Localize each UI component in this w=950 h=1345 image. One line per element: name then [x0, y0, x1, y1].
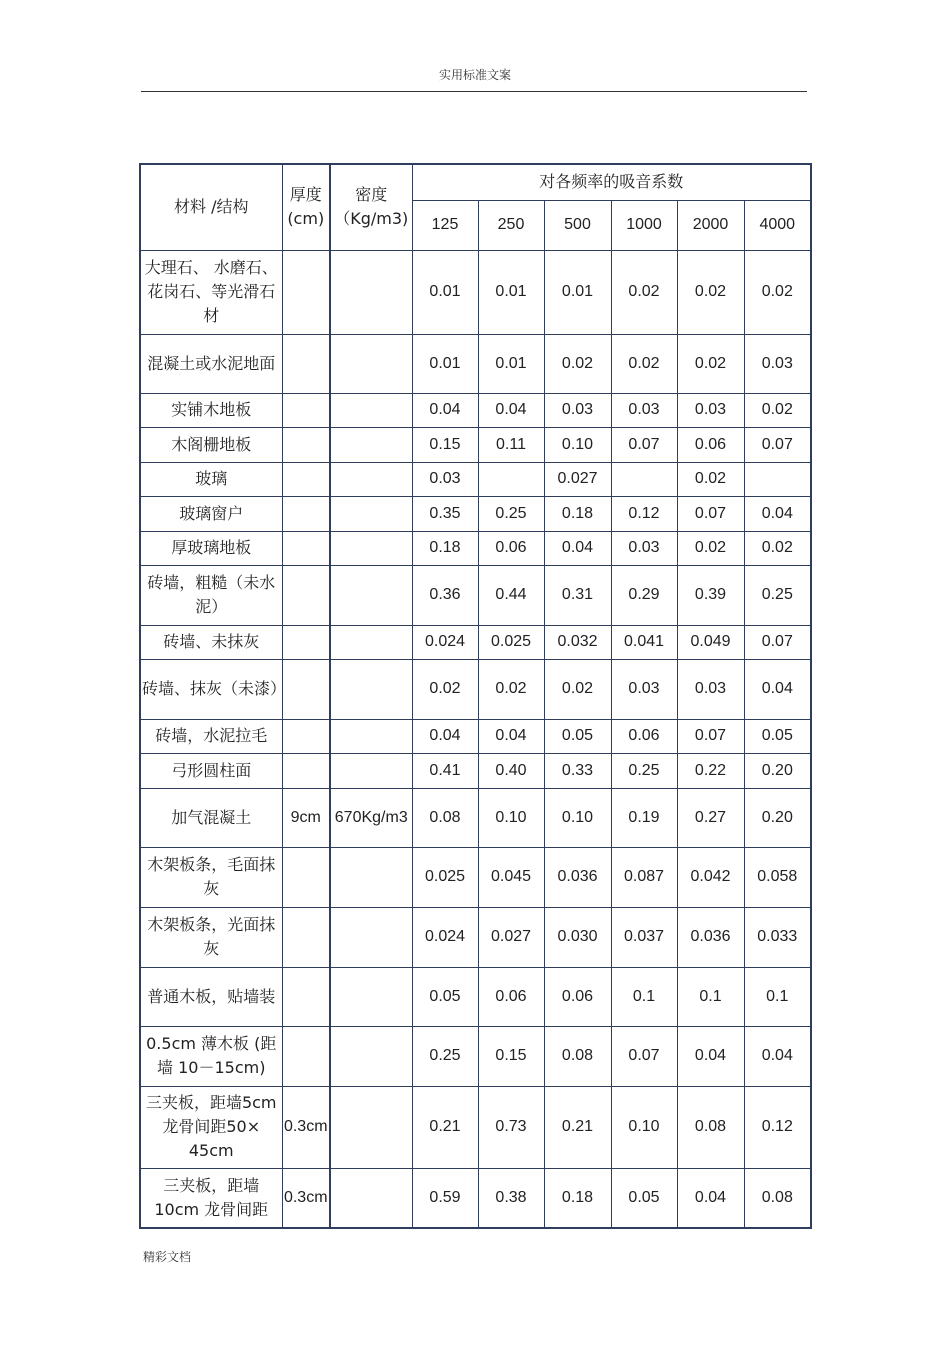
coefficient-cell: 0.10 — [478, 788, 544, 847]
coefficient-cell: 0.02 — [744, 250, 811, 334]
coefficient-cell: 0.03 — [611, 393, 677, 427]
coefficient-cell: 0.08 — [412, 788, 478, 847]
material-cell: 厚玻璃地板 — [140, 531, 282, 565]
table-row — [140, 967, 811, 1026]
coefficient-cell: 0.049 — [677, 625, 744, 659]
material-cell: 砖墙、未抹灰 — [140, 625, 282, 659]
coefficient-cell: 0.036 — [677, 907, 744, 967]
coefficient-cell: 0.18 — [544, 496, 611, 531]
coefficient-cell: 0.04 — [677, 1168, 744, 1228]
header-divider — [141, 91, 807, 92]
coefficient-cell: 0.15 — [412, 427, 478, 462]
coefficient-cell: 0.08 — [744, 1168, 811, 1228]
table-row — [140, 907, 811, 967]
coefficient-cell: 0.033 — [744, 907, 811, 967]
material-cell: 玻璃 — [140, 462, 282, 496]
coefficient-cell: 0.07 — [744, 625, 811, 659]
coefficient-cell: 0.03 — [611, 659, 677, 719]
material-cell: 实铺木地板 — [140, 393, 282, 427]
table-row — [140, 1026, 811, 1086]
thickness-cell — [282, 659, 330, 719]
header-frequency: 2000 — [677, 200, 744, 250]
coefficient-cell: 0.07 — [677, 719, 744, 753]
coefficient-cell: 0.38 — [478, 1168, 544, 1228]
coefficient-cell: 0.59 — [412, 1168, 478, 1228]
coefficient-cell: 0.06 — [544, 967, 611, 1026]
material-cell: 0.5cm 薄木板 (距墙 10－15cm) — [140, 1026, 282, 1086]
material-cell: 玻璃窗户 — [140, 496, 282, 531]
coefficient-cell: 0.02 — [544, 659, 611, 719]
coefficient-cell: 0.06 — [677, 427, 744, 462]
table-row — [140, 531, 811, 565]
thickness-cell — [282, 565, 330, 625]
coefficient-cell: 0.024 — [412, 625, 478, 659]
coefficient-cell: 0.04 — [744, 496, 811, 531]
coefficient-cell: 0.22 — [677, 753, 744, 788]
thickness-cell — [282, 531, 330, 565]
coefficient-cell: 0.032 — [544, 625, 611, 659]
material-cell: 木架板条，光面抹灰 — [140, 907, 282, 967]
table-row — [140, 719, 811, 753]
coefficient-cell: 0.037 — [611, 907, 677, 967]
coefficient-cell: 0.02 — [611, 334, 677, 393]
absorption-table — [139, 163, 812, 1229]
thickness-cell — [282, 427, 330, 462]
coefficient-cell: 0.04 — [478, 393, 544, 427]
density-cell: 670Kg/m3 — [330, 788, 412, 847]
thickness-cell — [282, 719, 330, 753]
coefficient-cell: 0.03 — [677, 659, 744, 719]
density-cell — [330, 847, 412, 907]
coefficient-cell: 0.027 — [478, 907, 544, 967]
coefficient-cell: 0.33 — [544, 753, 611, 788]
header-density: 密度（Kg/m3) — [330, 164, 412, 250]
coefficient-cell: 0.04 — [478, 719, 544, 753]
thickness-cell — [282, 753, 330, 788]
coefficient-cell: 0.20 — [744, 753, 811, 788]
coefficient-cell: 0.12 — [744, 1086, 811, 1168]
density-cell — [330, 531, 412, 565]
coefficient-cell: 0.030 — [544, 907, 611, 967]
coefficient-cell — [611, 462, 677, 496]
material-cell: 大理石、 水磨石、花岗石、等光滑石材 — [140, 250, 282, 334]
coefficient-cell: 0.025 — [478, 625, 544, 659]
coefficient-cell: 0.40 — [478, 753, 544, 788]
density-cell — [330, 753, 412, 788]
coefficient-cell: 0.027 — [544, 462, 611, 496]
density-cell — [330, 1026, 412, 1086]
density-cell — [330, 659, 412, 719]
table-row — [140, 393, 811, 427]
coefficient-cell: 0.07 — [744, 427, 811, 462]
material-cell: 普通木板，贴墙装 — [140, 967, 282, 1026]
page-header-text: 实用标准文案 — [438, 68, 511, 82]
coefficient-cell: 0.11 — [478, 427, 544, 462]
header-material: 材料 /结构 — [140, 164, 282, 250]
coefficient-cell: 0.02 — [478, 659, 544, 719]
table-row — [140, 250, 811, 334]
coefficient-cell: 0.07 — [611, 1026, 677, 1086]
thickness-cell: 0.3cm — [282, 1168, 330, 1228]
thickness-cell — [282, 907, 330, 967]
coefficient-cell: 0.04 — [544, 531, 611, 565]
coefficient-cell: 0.05 — [611, 1168, 677, 1228]
coefficient-cell: 0.03 — [677, 393, 744, 427]
material-cell: 三夹板，距墙10cm 龙骨间距 — [140, 1168, 282, 1228]
coefficient-cell: 0.05 — [412, 967, 478, 1026]
coefficient-cell: 0.06 — [611, 719, 677, 753]
density-cell — [330, 967, 412, 1026]
thickness-cell — [282, 496, 330, 531]
thickness-cell — [282, 967, 330, 1026]
coefficient-cell: 0.02 — [412, 659, 478, 719]
coefficient-cell: 0.05 — [544, 719, 611, 753]
table-row — [140, 427, 811, 462]
thickness-cell — [282, 462, 330, 496]
header-frequency: 4000 — [744, 200, 811, 250]
coefficient-cell: 0.02 — [677, 531, 744, 565]
coefficient-cell: 0.25 — [412, 1026, 478, 1086]
coefficient-cell: 0.21 — [544, 1086, 611, 1168]
coefficient-cell: 0.10 — [611, 1086, 677, 1168]
material-cell: 混凝土或水泥地面 — [140, 334, 282, 393]
coefficient-cell — [744, 462, 811, 496]
material-cell: 加气混凝土 — [140, 788, 282, 847]
coefficient-cell: 0.06 — [478, 967, 544, 1026]
coefficient-cell: 0.25 — [478, 496, 544, 531]
header-frequency: 125 — [412, 200, 478, 250]
coefficient-cell: 0.05 — [744, 719, 811, 753]
density-cell — [330, 625, 412, 659]
coefficient-cell: 0.31 — [544, 565, 611, 625]
coefficient-cell: 0.01 — [478, 250, 544, 334]
coefficient-cell: 0.03 — [744, 334, 811, 393]
coefficient-cell: 0.41 — [412, 753, 478, 788]
coefficient-cell: 0.20 — [744, 788, 811, 847]
material-cell: 木阁栅地板 — [140, 427, 282, 462]
coefficient-cell: 0.03 — [611, 531, 677, 565]
coefficient-cell: 0.058 — [744, 847, 811, 907]
density-cell — [330, 496, 412, 531]
header-thickness: 厚度(cm) — [282, 164, 330, 250]
coefficient-cell: 0.02 — [544, 334, 611, 393]
thickness-cell — [282, 393, 330, 427]
density-cell — [330, 427, 412, 462]
thickness-cell — [282, 1026, 330, 1086]
table-row — [140, 1086, 811, 1168]
material-cell: 三夹板，距墙5cm 龙骨间距50× 45cm — [140, 1086, 282, 1168]
density-cell — [330, 1086, 412, 1168]
table-row — [140, 625, 811, 659]
coefficient-cell: 0.12 — [611, 496, 677, 531]
table-row — [140, 462, 811, 496]
coefficient-cell: 0.27 — [677, 788, 744, 847]
coefficient-cell: 0.04 — [677, 1026, 744, 1086]
coefficient-cell: 0.042 — [677, 847, 744, 907]
coefficient-cell: 0.02 — [744, 531, 811, 565]
header-frequency: 1000 — [611, 200, 677, 250]
coefficient-cell: 0.02 — [677, 334, 744, 393]
coefficient-cell: 0.04 — [412, 393, 478, 427]
density-cell — [330, 462, 412, 496]
coefficient-cell: 0.07 — [677, 496, 744, 531]
thickness-cell: 0.3cm — [282, 1086, 330, 1168]
header-frequency: 500 — [544, 200, 611, 250]
material-cell: 砖墙、抹灰（未漆） — [140, 659, 282, 719]
coefficient-cell: 0.03 — [412, 462, 478, 496]
coefficient-cell: 0.35 — [412, 496, 478, 531]
density-cell — [330, 907, 412, 967]
coefficient-cell: 0.10 — [544, 788, 611, 847]
table-body — [140, 250, 811, 1228]
coefficient-cell: 0.04 — [412, 719, 478, 753]
thickness-cell — [282, 847, 330, 907]
thickness-cell — [282, 334, 330, 393]
thickness-cell: 9cm — [282, 788, 330, 847]
table-row — [140, 565, 811, 625]
material-cell: 砖墙，水泥拉毛 — [140, 719, 282, 753]
thickness-cell — [282, 250, 330, 334]
table-row — [140, 1168, 811, 1228]
coefficient-cell: 0.39 — [677, 565, 744, 625]
coefficient-cell: 0.06 — [478, 531, 544, 565]
coefficient-cell: 0.08 — [677, 1086, 744, 1168]
coefficient-cell: 0.25 — [744, 565, 811, 625]
coefficient-cell: 0.18 — [544, 1168, 611, 1228]
density-cell — [330, 334, 412, 393]
coefficient-cell: 0.087 — [611, 847, 677, 907]
coefficient-cell: 0.19 — [611, 788, 677, 847]
thickness-cell — [282, 625, 330, 659]
header-absorption-group: 对各频率的吸音系数 — [412, 164, 811, 200]
material-cell: 木架板条，毛面抹灰 — [140, 847, 282, 907]
coefficient-cell: 0.036 — [544, 847, 611, 907]
density-cell — [330, 1168, 412, 1228]
table-row — [140, 496, 811, 531]
table-row — [140, 788, 811, 847]
material-cell: 弓形圆柱面 — [140, 753, 282, 788]
page-footer-text: 精彩文档 — [143, 1250, 192, 1264]
coefficient-cell: 0.02 — [744, 393, 811, 427]
coefficient-cell: 0.04 — [744, 659, 811, 719]
coefficient-cell: 0.01 — [478, 334, 544, 393]
coefficient-cell — [478, 462, 544, 496]
coefficient-cell: 0.08 — [544, 1026, 611, 1086]
coefficient-cell: 0.18 — [412, 531, 478, 565]
coefficient-cell: 0.03 — [544, 393, 611, 427]
density-cell — [330, 565, 412, 625]
coefficient-cell: 0.01 — [544, 250, 611, 334]
table-row — [140, 659, 811, 719]
coefficient-cell: 0.36 — [412, 565, 478, 625]
coefficient-cell: 0.25 — [611, 753, 677, 788]
coefficient-cell: 0.01 — [412, 250, 478, 334]
table-row — [140, 334, 811, 393]
coefficient-cell: 0.02 — [677, 462, 744, 496]
coefficient-cell: 0.1 — [677, 967, 744, 1026]
coefficient-cell: 0.73 — [478, 1086, 544, 1168]
coefficient-cell: 0.04 — [744, 1026, 811, 1086]
coefficient-cell: 0.02 — [611, 250, 677, 334]
density-cell — [330, 719, 412, 753]
table-row — [140, 753, 811, 788]
coefficient-cell: 0.041 — [611, 625, 677, 659]
coefficient-cell: 0.1 — [744, 967, 811, 1026]
coefficient-cell: 0.10 — [544, 427, 611, 462]
coefficient-cell: 0.02 — [677, 250, 744, 334]
coefficient-cell: 0.025 — [412, 847, 478, 907]
material-cell: 砖墙，粗糙（未水泥） — [140, 565, 282, 625]
coefficient-cell: 0.21 — [412, 1086, 478, 1168]
coefficient-cell: 0.1 — [611, 967, 677, 1026]
density-cell — [330, 393, 412, 427]
coefficient-cell: 0.024 — [412, 907, 478, 967]
coefficient-cell: 0.29 — [611, 565, 677, 625]
coefficient-cell: 0.15 — [478, 1026, 544, 1086]
header-frequency: 250 — [478, 200, 544, 250]
table-row — [140, 847, 811, 907]
coefficient-cell: 0.07 — [611, 427, 677, 462]
density-cell — [330, 250, 412, 334]
coefficient-cell: 0.44 — [478, 565, 544, 625]
coefficient-cell: 0.045 — [478, 847, 544, 907]
coefficient-cell: 0.01 — [412, 334, 478, 393]
